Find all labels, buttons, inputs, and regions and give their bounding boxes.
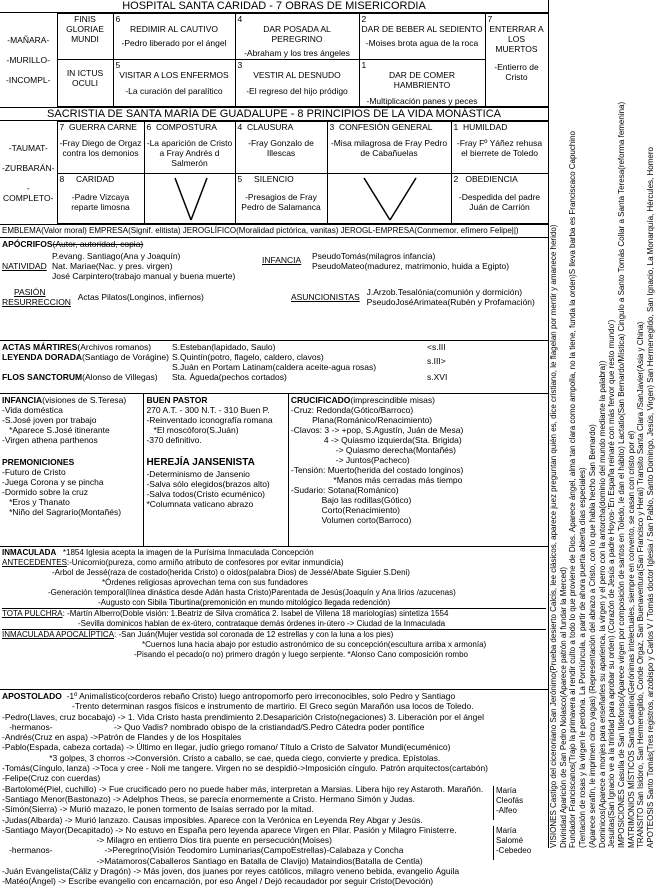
- sacristia-grid: [0, 121, 549, 224]
- buen-pastor-box: [144, 394, 288, 546]
- principio-title: GUERRA CARNE: [68, 122, 137, 132]
- v-mark-icon: [330, 174, 450, 222]
- principio-subtitle: -La aparición de Cristo a Fray Andrés d Salmerón: [146, 138, 233, 168]
- crucificado-line: -Clavos: 3 -> +pop, S.Agustín, Juán de Mesa): [290, 425, 464, 435]
- buen-pastor-line: -370 definitivo.: [146, 435, 202, 445]
- in-ictus-cell: [57, 60, 113, 107]
- hospital-grid: [0, 13, 549, 107]
- side-label: -ZURBARÁN-: [2, 162, 55, 173]
- actas-title: ACTAS MÁRTIRES: [2, 342, 78, 352]
- actas-century: s.XVI: [427, 372, 448, 382]
- rotated-line: (Aparece serafín, le imprimen cinco yagas) (Representación del abrazo a Cristo, con lo que habla hecho San Bernardo): [587, 424, 597, 848]
- pasion-text: Actas Pilatos(Longinos, infiernos): [77, 292, 204, 302]
- crucificado-subheading: (imprescindible misas): [350, 395, 435, 405]
- crucificado-line: -Tensión: Muerto(herida del costado longinos): [290, 465, 464, 475]
- infancia-subheading: (visiones de S.Teresa): [42, 395, 127, 405]
- principio-number: 5: [237, 174, 243, 184]
- crucificado-line: Plana(Románico/Renacimiento): [290, 415, 433, 425]
- principio-cell: [327, 122, 451, 174]
- principio-cell: [144, 122, 235, 174]
- actas-title: FLOS SANCTORUM: [2, 372, 83, 382]
- premoniciones-heading: PREMONICIONES: [2, 457, 75, 467]
- apostol-line: -Bartolomé(Piel, cuchillo) -> Fue crucificado pero no puede haber más, interpretan a Marsias. Libera hijo rey Astaroth. Marañón.: [2, 783, 484, 794]
- rotated-notes: [549, 0, 656, 848]
- rotated-line: Divinidad Aparición de San Pedro Nolasco(Aparece patrón al fundar la Merced): [558, 566, 568, 848]
- crucificado-line: -Cruz: Redonda(Gótico/Barroco): [290, 405, 414, 415]
- rotated-line: APOTEOSIS Santo Tomás(Tres registros, arzobispo y Carlos V / Tomás doctor Iglesia / San Pablo, Santo Domingo, Jesús, Virgen) San Hermenegildo, San Ignacio, La Monarquía, Hércules, Homero: [646, 147, 656, 848]
- crucificado-line: 4 -> Quiasmo izquierda(Sta. Brigida): [290, 435, 462, 445]
- apostolado-section: [0, 689, 548, 887]
- apostol-line: -Judas(Albarda) -> Murió lanzazo. Causas imposibles. Aparece con la Verónica en Leyenda Rey Abgar y Jesús.: [2, 814, 423, 825]
- empty-cell: [144, 174, 235, 224]
- asuncion-line: PseudoJoséArimatea(Rubén y Profamación): [366, 297, 535, 307]
- tota-pulchra-label: TOTA PULCHRA: [2, 609, 63, 618]
- crucificado-line: Volumen corto(Barroco): [290, 515, 412, 525]
- hospital-title: HOSPITAL SANTA CARIDAD - 7 OBRAS DE MISERICORDIA: [0, 0, 548, 13]
- herejia-line: *Columnata vaticano abrazo: [146, 499, 254, 509]
- side-label: -INCOMPL-: [6, 75, 51, 85]
- principio-title: HUMILDAD: [462, 122, 508, 132]
- infancia-line: -S.José joven por trabajo: [2, 415, 97, 425]
- infancia-line: PseudoMateo(madurez, matrimonio, huida a Egipto): [312, 261, 510, 271]
- crucificado-line: -Sudario: Sotana(Románico): [290, 485, 399, 495]
- apostol-line: -Matéo(Ángel) -> Escribe evangelio con encarnación, por eso Ángel / Dejó recaudador por seguir Cristo(Devoción): [2, 876, 434, 887]
- rotated-line: IMPOSICIONES Casulla de San Ildefonso(Aparece virgen por composición de santos en Toledo, le dan el hábito) Lactatio(San Bernardo/Mística) Cingulo a Santo Tomás Collar a Santa Teresa(reforma femenina): [616, 101, 626, 848]
- cell-text: GLORIAE: [66, 24, 104, 34]
- obra-number: 1: [361, 60, 367, 70]
- apocaliptica-line: -Pisando el pecado(o no) primero dragón y luego serpiente. *Alonso Cano composición rombo: [134, 650, 468, 659]
- principio-title: CONFESIÓN GENERAL: [338, 122, 433, 132]
- natividad-label: NATIVIDAD: [2, 261, 47, 271]
- asuncion-label: ASUNCIONISTAS: [290, 292, 360, 302]
- infancia-box: [0, 394, 144, 546]
- crucificado-heading: CRUCIFICADO: [290, 395, 351, 405]
- infancia-heading: INFANCIA: [2, 395, 43, 405]
- principio-number: 7: [59, 122, 65, 132]
- tota-pulchra-line: -Sevilla dominicos hablan de ex-útero, contrataque demás órdenes in-útero -> Ciudad de la Inmaculada: [78, 619, 446, 628]
- cell-text: MUNDI: [71, 34, 99, 44]
- principio-number: 4: [237, 122, 243, 132]
- infancia-line: PseudoTomás(milagros infancia): [312, 251, 436, 261]
- finis-gloriae-cell: [57, 14, 113, 60]
- maria-cleofas-box: [493, 786, 548, 820]
- asuncion-line: J.Arzob.Tesalónia(comunión y dormición): [366, 287, 523, 297]
- herejia-line: -Determinismo de Jansenio: [146, 469, 250, 479]
- crucificado-line: *Manos más cerradas más tiempo: [290, 475, 463, 485]
- principio-number: 6: [146, 122, 152, 132]
- maria-line: Cleofás: [496, 796, 524, 805]
- apostol-line: -Juán Evangelista(Cáliz y Dragón) -> Más joven, dos juanes por reyes católicos, milagro veneno bebida, evangelio Águila: [2, 866, 460, 877]
- infancia-line: -Vida doméstica: [2, 405, 63, 415]
- principio-title: COMPOSTURA: [155, 122, 217, 132]
- principio-cell: [451, 174, 548, 224]
- empty-cell: [327, 174, 451, 224]
- maria-line: Salomé: [496, 836, 524, 845]
- three-column-section: [0, 393, 548, 546]
- maria-salome-box: [493, 826, 548, 860]
- inmaculada-heading: INMACULADA: [2, 548, 57, 557]
- premonicion-line: -Juega Corona y se pincha: [2, 477, 104, 487]
- resurreccion-label: RESURRECCION: [2, 297, 71, 307]
- apocaliptica-label: INMACULADA APOCALÍPTICA: [2, 630, 115, 639]
- apostol-line: -Pablo(Espada, cabeza cortada) -> Último en llegar, judío griego romano/ Título a Cristo de Salvator Mundi(ecuménico): [2, 742, 451, 753]
- obra-title: VISITAR A LOS ENFERMOS: [119, 70, 229, 80]
- natividad-line: Nat. Mariae(Nac. y pres. virgen): [52, 261, 173, 271]
- principio-subtitle: -Padre Vizcaya reparte limosna: [71, 192, 130, 212]
- apostol-line: -Felipe(Cruz con cuerdas): [2, 773, 101, 784]
- maria-line: María: [496, 786, 517, 795]
- principio-subtitle: -Fray Fº Yáñez rehusa el bierrete de Toledo: [456, 138, 543, 158]
- apostol-line: ->Matamoros(Caballeros Santiago en Batalla de Clavijo) Mataindios(Batalla de Centla): [2, 855, 423, 866]
- obra-cell: [113, 60, 235, 107]
- principio-cell: [235, 174, 327, 224]
- antecedentes-line: -Arbol de Jessé(raza de costado(herida Cristo) o oídos(palabra Dios) de Jessé/Abate Siguier S.Deni): [52, 568, 410, 577]
- apostol-line: -> Milagro en entierro Dios tira puente en persecución(Moises): [2, 835, 332, 846]
- actas-title: LEYENDA DORADA: [2, 352, 82, 362]
- rotated-line: TRANSITO San Isidoro, San Hermenegildo, Conde Orgaz, San Buenaventura(San Francisco y Heraí) Transito Santa Clara /SanJavier(Asia y China): [636, 321, 646, 848]
- cell-text: IN ICTUS: [66, 68, 104, 78]
- principio-number: 8: [59, 174, 65, 184]
- side-label: -COMPLETO-: [3, 182, 54, 203]
- apostol-line: *3 golpes, 3 chorros ->Conversión. Cristo a caballo, se cae, queda ciego, convierte y predica. Epístolas.: [2, 752, 441, 763]
- antecedentes-line: :-Unicornio(pureza, como armiño atributo de confesores por evitar inmundicia): [66, 558, 344, 567]
- herejia-line: -Salva todos(Cristo ecuménico): [146, 489, 266, 499]
- buen-pastor-line: *El moscóforo(S.Juán): [146, 425, 239, 435]
- apocrifos-section: [0, 237, 548, 340]
- infancia-line: *Aparece S.José itinerante: [2, 425, 110, 435]
- sacristia-title: SACRISTIA DE SANTA MARÍA DE GUADALUPE - 8 PRINCIPIOS DE LA VIDA MONÁSTICA: [0, 107, 548, 121]
- premonicion-line: -Futuro de Cristo: [2, 467, 66, 477]
- cell-text: OCULI: [72, 78, 98, 88]
- rotated-line: (Tentación de rosas y la virgen le perdona. La Porciúncula, a partir de ahora puerta abierta días especiales): [578, 467, 588, 848]
- crucificado-line: -> Quiasmo derecha(Montañés): [290, 445, 456, 455]
- crucificado-line: -> Juntos(Pacheco): [290, 455, 410, 465]
- obra-subtitle: -Entierro de Cristo: [494, 62, 539, 82]
- apostol-line: -Andrés(Cruz en aspa) ->Patrón de Flandes y de los Hospitales: [2, 732, 242, 743]
- rotated-line: MATRIMONIOS MÍSTICOS Santa Catalina(Gerónimas intelectuales, siempre en convento, se casan con cristo por el): [626, 430, 636, 848]
- obra-cell: [113, 14, 235, 60]
- obra-subtitle: -La curación del paralítico: [125, 86, 223, 96]
- obra-number: 3: [237, 60, 243, 70]
- actas-example: S.Juán en Portam Latinam(caldera aceite-agua rosas): [172, 362, 377, 372]
- apostolado-intro: -1º Animalístico(corderos rebaño Cristo) luego antropomorfo pero irreconocibles, solo Pedro y Santiago: [66, 691, 456, 701]
- apostol-line: -Tomás(Cíngulo, lanza) ->Toca y cree - Noli me tangere. Virgen no se despidió->Imposición cíngulo. Patrón arquitectos(cartabón): [2, 763, 489, 774]
- actas-century: s.III>: [427, 356, 446, 366]
- apostol-line: -Trento determinan rasgos físicos e instrumento de martirio. El Greco según Marañón usa locos de Toledo.: [72, 701, 474, 712]
- principio-number: 2: [453, 174, 459, 184]
- sacristia-side-labels: [0, 122, 57, 224]
- premonicion-line: *Niño del Sagrario(Montañés): [2, 507, 122, 517]
- obra-number: 6: [115, 14, 121, 24]
- apostol-line: -Simón(Sierra) -> Murió mazazo, le ponen tormento de Isaías serrado por la mitad.: [2, 804, 314, 815]
- principio-number: 3: [329, 122, 335, 132]
- obra-title: DAR DE BEBER AL SEDIENTO: [361, 24, 483, 34]
- obra-number: 7: [487, 14, 493, 24]
- obra-cell: [359, 14, 485, 60]
- buen-pastor-line: 270 A.T. - 300 N.T. - 310 Buen P.: [146, 405, 270, 415]
- inmaculada-section: [0, 546, 548, 689]
- hospital-side-labels: [0, 14, 57, 107]
- emblema-line: EMBLEMA(Valor moral) EMPRESA(Signif. elitista) JEROGLÍFICO(Moralidad pictórica, vanitas) JEROGL-EMPRESA(Conmemor. efímero Felipe||): [0, 224, 548, 237]
- rotated-line: Fundador Franciscanos(Trajo la primavera al rendir culto a todo lo que proviene de Dios. Aparece ángel, alma tan clara como ampolla, no la tiene, funda la orden)S lleva barba es Franciscaco Capuchino: [568, 131, 578, 848]
- premonicion-line: *Eros y Thanato: [2, 497, 70, 507]
- crucificado-line: Corto(Renacimiento): [290, 505, 400, 515]
- crucificado-box: [289, 394, 548, 546]
- principio-title: CLAUSURA: [246, 122, 294, 132]
- principio-number: 1: [453, 122, 459, 132]
- apocrifos-heading: APÓCRIFOS: [2, 239, 53, 249]
- infancia-line: -Virgen athena parthenos: [2, 435, 98, 445]
- herejia-heading: HEREJÍA JANSENISTA: [146, 457, 255, 468]
- obra-subtitle: -El regreso del hijo pródigo: [246, 86, 348, 96]
- obra-subtitle: -Multiplicación panes y peces: [366, 96, 478, 106]
- obra-number: 5: [115, 60, 121, 70]
- maria-line: -Alfeo: [496, 806, 517, 815]
- actas-example: S.Esteban(lapidado, Saulo): [172, 342, 276, 352]
- principio-cell: [451, 122, 548, 174]
- antecedentes-line: -Generación temporal(línea dinástica desde Adán hasta Cristo)Parentada de Jesús(Joaquín y Ana lirios /azucenas): [48, 588, 456, 597]
- principio-subtitle: -Fray Diego de Orgaz contra los demonios: [59, 138, 142, 158]
- buen-pastor-line: -Reinventado iconografía romana: [146, 415, 273, 425]
- apocrifos-subheading: (Autor, autoridad, copia): [52, 239, 144, 249]
- obra-number: 4: [237, 14, 243, 24]
- actas-section: [0, 340, 548, 393]
- rotated-notes-column: [548, 0, 666, 848]
- obra-number: 2: [361, 14, 367, 24]
- maria-line: -Cebedeo: [496, 846, 532, 855]
- pasion-label: PASIÓN: [14, 287, 46, 297]
- maria-line: María: [496, 826, 517, 835]
- principio-title: CARIDAD: [76, 174, 115, 184]
- obra-subtitle: -Pedro liberado por el ángel: [121, 38, 227, 48]
- actas-author: (Alonso de Villegas): [82, 372, 158, 382]
- obra-title: DAR DE COMER HAMBRIENTO: [388, 70, 456, 90]
- obra-cell: [485, 14, 548, 107]
- antecedentes-line: -Augusto con Sibila Tiburtina(premonición en mundo mitológico llegada redención): [98, 598, 391, 607]
- rotated-line: Dominicos(Aparece a monjes para enseñarles su aparienca, la virgen y el perro con la antorcha(dominio del mundo mediante la palabra)): [597, 360, 607, 848]
- principio-subtitle: -Despedida del padre Juán de Carrión: [458, 192, 541, 212]
- principio-title: SILENCIO: [254, 174, 294, 184]
- apostol-line: -hermanos- -> Quo Vadis? nombrado obispo de la cristiandad/S.Pedro Cátedra poder pontífice: [2, 721, 425, 732]
- actas-century: <s.III: [427, 342, 446, 352]
- herejia-line: -Salva sólo elegidos(brazos alto): [146, 479, 270, 489]
- obra-subtitle: -Moises brota agua de la roca: [365, 38, 479, 48]
- actas-example: Sta. Águeda(pechos cortados): [172, 372, 287, 382]
- obra-title: REDIMIR AL CAUTIVO: [129, 24, 218, 34]
- side-label: -MURILLO-: [6, 55, 50, 65]
- rotated-line: VISIONES Castigo del ciceroniano San Jerónimo(Prueba desierto Calcis, lee clásicos, aparece juez preguntan quién es, dice cristiano, le flagelan por mentir y amanece herido): [549, 224, 558, 848]
- crucificado-line: Bajo las rodillas(Gótico): [290, 495, 412, 505]
- apostolado-heading: APOSTOLADO: [2, 691, 62, 701]
- v-mark-icon: [147, 174, 235, 222]
- apostol-line: -Pedro(Llaves, cruz bocabajo) -> 1. Vida Cristo hasta prendimiento 2.Desaparición Cristo(negaciones) 3. Liberación por el ángel: [2, 711, 485, 722]
- antecedentes-label: ANTECEDENTES: [2, 558, 67, 567]
- apostol-line: -hermanos- ->Peregrino(Visión Teodomiro Luminarias(CampoEstrellas)-Calabaza y Concha: [2, 845, 404, 856]
- actas-example: S.Quintín(potro, flagelo, caldero, clavos): [172, 352, 324, 362]
- obra-cell: [359, 60, 485, 107]
- buen-pastor-heading: BUEN PASTOR: [146, 395, 208, 405]
- actas-author: (Santiago de Vorágine): [81, 352, 169, 362]
- premonicion-line: -Dormido sobre la cruz: [2, 487, 88, 497]
- infancia-label: INFANCIA: [262, 255, 302, 265]
- obra-cell: [235, 60, 359, 107]
- antecedentes-line: *Órdenes religiosas aprovechan tema con sus fundadores: [102, 578, 308, 587]
- side-label: -MAÑARA-: [7, 35, 50, 45]
- obra-title: DAR POSADA AL PEREGRINO: [263, 24, 331, 44]
- rotated-line: Jesuitas(San Ignacio ve a la trinidad para aprobar su orden) (Corazón de Jesús a padre Hoyos-'En España reinaré con más fervor que resto mundo'): [607, 319, 617, 848]
- inmaculada-note: *1854 Iglesia acepta la imagen de la Purísima Inmaculada Concepción: [62, 548, 314, 557]
- obra-title: VESTIR AL DESNUDO: [253, 70, 341, 80]
- principio-subtitle: -Fray Gonzalo de Illescas: [248, 138, 314, 158]
- cell-text: FINIS: [74, 14, 96, 24]
- principio-subtitle: -Presagios de Fray Pedro de Salamanca: [241, 192, 321, 212]
- principio-cell: [235, 122, 327, 174]
- apostol-line: -Santiago Menor(Bastonazo) -> Adelphos Theos, se parecía enormemente a Cristo. Hermano Simón y Judas.: [2, 793, 416, 804]
- obra-subtitle: -Abraham y los tres ángeles: [244, 48, 350, 58]
- apostol-line: -Santiago Mayor(Decapitado) -> No estuvo en España pero leyenda aparece Virgen en Pilar. Pasión y Milagro Finisterre.: [2, 824, 457, 835]
- obra-cell: [235, 14, 359, 60]
- side-label: -TAUMAT-: [8, 142, 48, 153]
- principio-cell: [57, 122, 144, 174]
- actas-author: (Archivos romanos): [77, 342, 152, 352]
- natividad-line: José Carpintero(trabajo manual y buena muerte): [52, 271, 236, 281]
- principio-title: OBEDIENCIA: [465, 174, 518, 184]
- natividad-line: P.evang. Santiago(Ana y Joaquín): [52, 251, 181, 261]
- apocaliptica-line: : -San Juán(Mujer vestida sol coronada de 12 estrellas y con la luna a los pies): [114, 630, 394, 639]
- tota-pulchra-line: : -Martín Alberro(Doble visión: 1.Beatriz de Silva cromática 2. Isabel de Villena 18 mariologías) sintetiza 1554: [62, 609, 449, 618]
- obra-title: ENTERRAR A LOS MUERTOS: [489, 24, 544, 54]
- principio-subtitle: -Misa milagrosa de Fray Pedro de Cabañuelas: [330, 138, 448, 158]
- principio-cell: [57, 174, 144, 224]
- apocaliptica-line: *Cuernos luna hacia abajo por estudio astronómico de su concepción(escultura arriba x armonía): [142, 640, 487, 649]
